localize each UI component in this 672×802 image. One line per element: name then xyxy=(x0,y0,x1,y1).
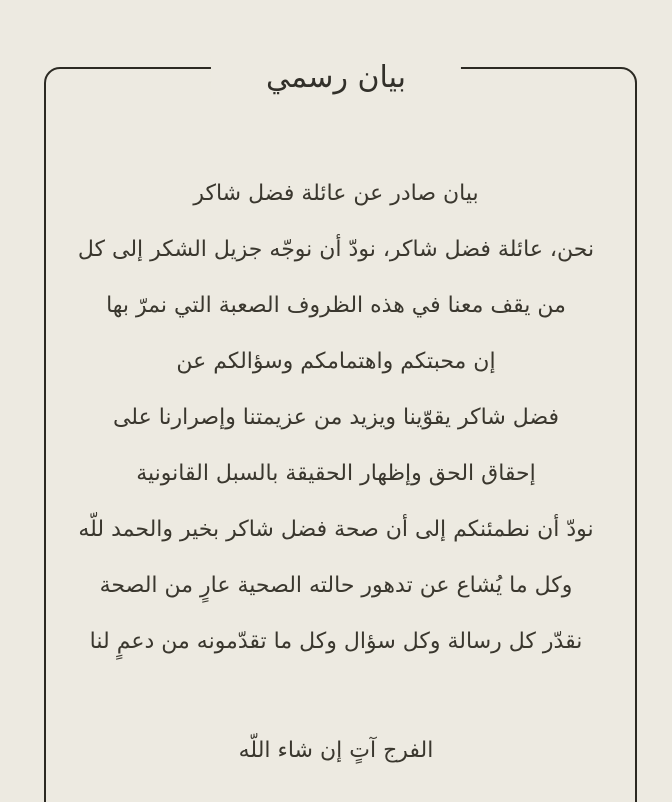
statement-line: بيان صادر عن عائلة فضل شاكر xyxy=(193,181,479,206)
statement-line: من يقف معنا في هذه الظروف الصعبة التي نمرّ بها xyxy=(106,293,566,318)
statement-line: نقدّر كل رسالة وكل سؤال وكل ما تقدّمونه من دعمٍ لنا xyxy=(89,629,583,654)
statement-body xyxy=(36,177,636,790)
statement-line: فضل شاكر يقوّينا ويزيد من عزيمتنا وإصرارنا على xyxy=(112,405,560,430)
statement-line: نودّ أن نطمئنكم إلى أن صحة فضل شاكر بخير والحمد للّه xyxy=(78,517,594,542)
statement-line: وكل ما يُشاع عن تدهور حالته الصحية عارٍ من الصحة xyxy=(99,573,573,598)
statement-line: إن محبتكم واهتمامكم وسؤالكم عن xyxy=(176,349,496,374)
page-title: بيان رسمي xyxy=(211,56,461,100)
statement-line: نحن، عائلة فضل شاكر، نودّ أن نوجّه جزيل الشكر إلى كل xyxy=(77,237,595,262)
statement-line: إحقاق الحق وإظهار الحقيقة بالسبل القانونية xyxy=(136,461,536,486)
statement-footer: الفرج آتٍ إن شاء اللّه xyxy=(238,738,434,763)
